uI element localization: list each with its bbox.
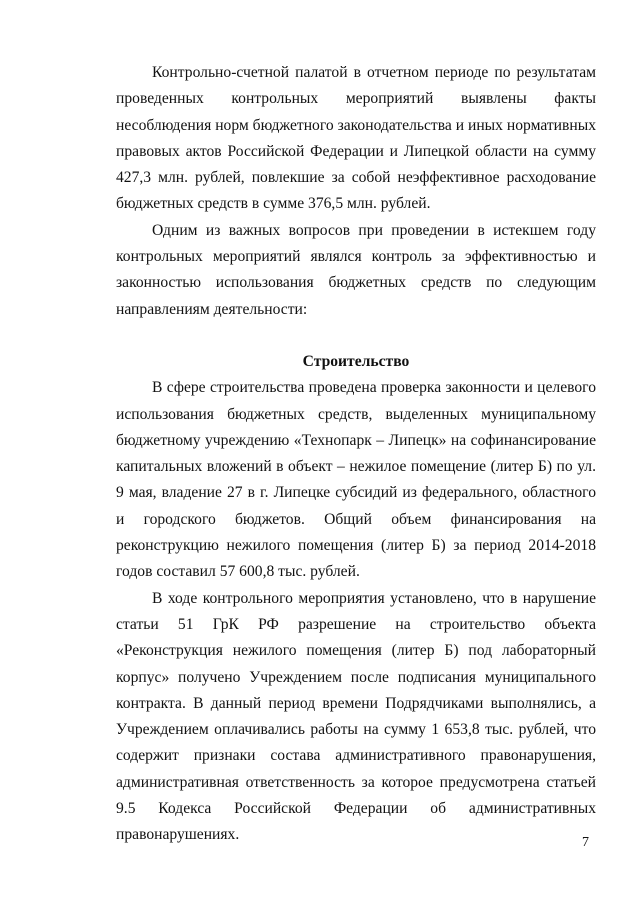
paragraph-control-directions: Одним из важных вопросов при проведении в истекшем году контрольных мероприятий являлся контроль за эффективностью и законностью использования бюджетных средств по следующим направлениям деятельности: xyxy=(116,221,596,318)
page-body xyxy=(116,60,596,849)
paragraph-violations-summary: Контрольно-счетной палатой в отчетном периоде по результатам проведенных контрольных мероприятий выявлены факты несоблюдения норм бюджетного законодательства и иных нормативных правовых актов Российской Федерации и Липецкой области на сумму 427,3 млн. рублей, повлекшие за собой неэффективное расходование бюджетных средств в сумме 376,5 млн. рублей. xyxy=(116,64,596,213)
section-heading-construction: Строительство xyxy=(302,352,410,370)
paragraph-technopark-audit: В сфере строительства проведена проверка законности и целевого использования бюджетных средств, выделенных муниципальному бюджетному учреждению «Технопарк – Липецк» на софинансирование капитальных вложений в объект – нежилое помещение (литер Б) по ул. 9 мая, владение 27 в г. Липецке субсидий из федерального, областного и городского бюджетов. Общий объем финансирования на реконструкцию нежилого помещения (литер Б) за период 2014-2018 годов составил 57 600,8 тыс. рублей. xyxy=(116,379,596,581)
paragraph-permit-violation: В ходе контрольного мероприятия установлено, что в нарушение статьи 51 ГрК РФ разрешение на строительство объекта «Реконструкция нежилого помещения (литер Б) под лабораторный корпус» получено Учреждением после подписания муниципального контракта. В данный период времени Подрядчиками выполнялись, а Учреждением оплачивались работы на сумму 1 653,8 тыс. рублей, что содержит признаки состава административного правонарушения, административная ответственность за которое предусмотрена статьей 9.5 Кодекса Российской Федерации об административных правонарушениях. xyxy=(116,589,596,844)
page-number: 7 xyxy=(582,835,589,850)
